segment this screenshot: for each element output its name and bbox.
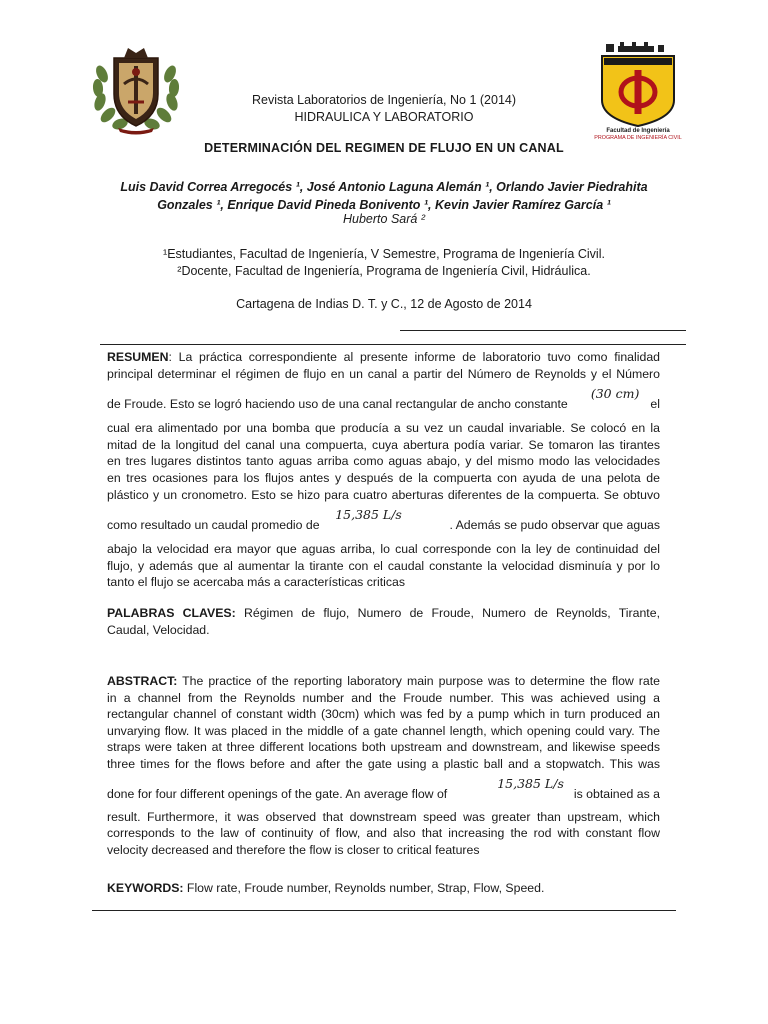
abstract-line: unvarying flow. It was placed in the middle of a gate channel length, which opening could vary. The bbox=[107, 723, 660, 738]
right-logo-caption1: Facultad de Ingeniería bbox=[606, 128, 670, 134]
resumen-label: RESUMEN bbox=[107, 350, 169, 364]
resumen-line: abajo la velocidad era mayor que aguas arriba, lo cual corresponde con la ley de continuidad del bbox=[107, 542, 660, 557]
abstract-line: velocity decreased and therefore the flow is closer to critical features bbox=[107, 842, 480, 857]
journal-section: HIDRAULICA Y LABORATORIO bbox=[294, 110, 474, 124]
resumen-line: tanto el flujo se acercaba más a características criticas bbox=[107, 575, 405, 590]
top-divider bbox=[400, 330, 686, 331]
resumen-line: plástico y un cronometro. Esto se hizo para cuatro aberturas diferentes de la compuerta. Se obtuvo bbox=[107, 487, 660, 502]
resumen-line-formula bbox=[107, 505, 660, 533]
palabras-label: PALABRAS CLAVES: bbox=[107, 606, 236, 620]
abstract-line: straps were taken at three different locations both upstream and downstream, and likewise speeds bbox=[107, 740, 660, 755]
place-date: Cartagena de Indias D. T. y C., 12 de Agosto de 2014 bbox=[236, 297, 532, 311]
abstract-text: The practice of the reporting laboratory main purpose was to determine the flow rate bbox=[177, 674, 660, 688]
resumen-text: el bbox=[650, 396, 660, 411]
palabras-text: Caudal, Velocidad. bbox=[107, 622, 210, 637]
resumen-line: principal determinar el régimen de flujo en un canal a partir del Número de Reynolds y el Número bbox=[107, 366, 660, 381]
abstract-text: is obtained as a bbox=[573, 786, 660, 801]
palabras-text: Régimen de flujo, Numero de Froude, Numero de Reynolds, Tirante, bbox=[235, 606, 660, 620]
resumen-line: cual era alimentado por una bomba que producía a su vez un caudal invariable. Se colocó en la bbox=[107, 421, 660, 436]
resumen-text: . Además se pudo observar que aguas bbox=[449, 517, 660, 532]
abstract-line-formula bbox=[107, 775, 660, 803]
abstract-line: rectangular channel of constant width (30cm) which was fed by a pump which in turn produced an bbox=[107, 707, 660, 722]
faculty-engineering-phi-logo bbox=[588, 40, 688, 140]
abstract-line: three times for the flows before and after the gate using a plastic ball and a stopwatch. This was bbox=[107, 756, 660, 771]
resumen-text: como resultado un caudal promedio de bbox=[107, 517, 320, 532]
abstract-line: corresponds to the law of continuity of flow, and also that increasing the rod with constant flow bbox=[107, 826, 660, 841]
resumen-divider bbox=[100, 344, 686, 345]
keywords-text: Flow rate, Froude number, Reynolds number, Strap, Flow, Speed. bbox=[183, 881, 545, 895]
channel-width-formula: (30 cm) bbox=[590, 385, 640, 401]
resumen-line: mitad de la longitud del canal una compuerta, cuya abertura podía variar. Se tomaron las tirantes bbox=[107, 437, 660, 452]
advisor-name: Huberto Sará ² bbox=[343, 212, 425, 226]
authors-line2: Gonzales ¹, Enrique David Pineda Bonivento ¹, Kevin Javier Ramírez García ¹ bbox=[157, 198, 611, 212]
resumen-line: en tres lugares distintos tanto aguas arriba como aguas abajo, y del mismo modo las velocidades bbox=[107, 454, 660, 469]
palabras-claves-paragraph bbox=[107, 605, 660, 638]
resumen-line: flujo, y además que al aumentar la tirante con el caudal constante la velocidad disminuía y por lo bbox=[107, 558, 660, 573]
abstract-line: result. Furthermore, it was observed that downstream speed was greater than upstream, which bbox=[107, 809, 660, 824]
resumen-line: : La práctica correspondiente al presente informe de laboratorio tuvo como finalidad bbox=[168, 350, 660, 364]
keywords-label: KEYWORDS: bbox=[107, 881, 184, 895]
resumen-line: en tres ocasiones para los flujos antes y después de la compuerta con ayuda de una pelota de bbox=[107, 470, 660, 485]
keywords-paragraph bbox=[107, 880, 660, 897]
abstract-text: done for four different openings of the gate. An average flow of bbox=[107, 786, 448, 801]
flow-rate-formula: 15,385 L/s bbox=[335, 506, 402, 522]
paper-title: DETERMINACIÓN DEL REGIMEN DE FLUJO EN UN CANAL bbox=[204, 141, 564, 155]
authors bbox=[110, 178, 658, 214]
resumen-text: de Froude. Esto se logró haciendo uso de una canal rectangular de ancho constante bbox=[107, 396, 568, 411]
resumen-paragraph bbox=[107, 349, 660, 591]
abstract-paragraph bbox=[107, 673, 660, 858]
affiliation-students: ¹Estudiantes, Facultad de Ingeniería, V Semestre, Programa de Ingeniería Civil. bbox=[163, 247, 605, 261]
bottom-divider bbox=[92, 910, 676, 911]
abstract-line: in a channel from the Reynolds number and the Froude number. This was achieved using a bbox=[107, 690, 660, 705]
right-logo-caption2: PROGRAMA DE INGENIERÍA CIVIL bbox=[594, 135, 682, 140]
journal-name: Revista Laboratorios de Ingeniería, No 1 (2014) bbox=[251, 93, 517, 107]
flow-rate-formula-en: 15,385 L/s bbox=[497, 775, 564, 791]
abstract-label: ABSTRACT: bbox=[107, 674, 178, 688]
affiliation-teacher: ²Docente, Facultad de Ingeniería, Programa de Ingeniería Civil, Hidráulica. bbox=[177, 264, 591, 278]
resumen-line-formula bbox=[107, 384, 660, 412]
authors-line1: Luis David Correa Arregocés ¹, José Antonio Laguna Alemán ¹, Orlando Javier Piedrahita bbox=[120, 180, 648, 194]
